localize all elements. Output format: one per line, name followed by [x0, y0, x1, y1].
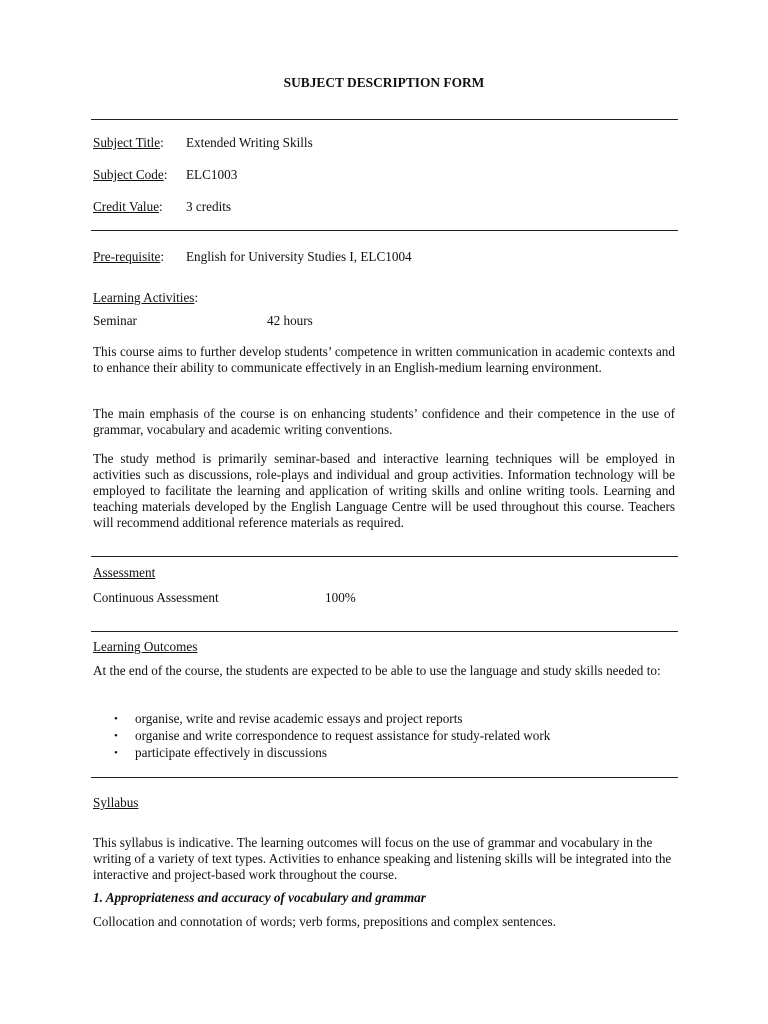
divider	[91, 119, 678, 120]
bullet-icon: •	[114, 730, 118, 742]
list-item: • organise, write and revise academic essays and project reports	[114, 711, 463, 726]
subject-code-value: ELC1003	[186, 167, 238, 182]
prerequisite-value: English for University Studies I, ELC1004	[186, 249, 412, 264]
list-item: • organise and write correspondence to request assistance for study-related work	[114, 728, 551, 743]
syllabus-intro: This syllabus is indicative. The learning outcomes will focus on the use of grammar and vocabulary in the writing of a variety of text types. Activities to enhance speaking and listening skills will be integrated into the interactive and project-based work throughout the course.	[93, 835, 672, 882]
divider	[91, 777, 678, 778]
subject-code-label: Subject Code	[93, 167, 164, 182]
subject-title-row: Subject Title:	[93, 135, 164, 150]
credit-value-value: 3 credits	[186, 199, 232, 214]
bullet-icon: •	[114, 747, 118, 759]
list-item: • participate effectively in discussions	[114, 745, 328, 760]
assessment-heading: Assessment	[93, 565, 156, 580]
subject-title-label: Subject Title	[93, 135, 161, 150]
learning-activities-heading: Learning Activities:	[93, 290, 199, 305]
study-method-paragraph: The study method is primarily seminar-based and interactive learning techniques will be employed in activities such as discussions, role-plays and individual and group activities. Information technology will be employed to facilitate the learning and application of writing skills and online writing tools. Learning and teaching materials developed by the English Language Centre will be used throughout this course. Teachers will recommend additional reference materials as required.	[93, 451, 675, 530]
assessment-item: Continuous Assessment	[93, 590, 219, 605]
learning-outcomes-list	[93, 711, 675, 762]
syllabus-heading: Syllabus	[93, 795, 139, 810]
divider	[91, 631, 678, 632]
credit-value-label: Credit Value	[93, 199, 160, 214]
subject-title-value: Extended Writing Skills	[186, 135, 313, 150]
prerequisite-row: Pre-requisite:	[93, 249, 165, 264]
bullet-icon: •	[114, 713, 118, 725]
learning-outcomes-heading: Learning Outcomes	[93, 639, 198, 654]
subject-code-row: Subject Code:	[93, 167, 168, 182]
credit-value-row: Credit Value:	[93, 199, 163, 214]
course-emphasis-paragraph: The main emphasis of the course is on enhancing students’ confidence and their competence in the use of grammar, vocabulary and academic writing conventions.	[93, 406, 675, 437]
syllabus-section-text: Collocation and connotation of words; verb forms, prepositions and complex sentences.	[93, 914, 556, 929]
learning-outcomes-intro: At the end of the course, the students are expected to be able to use the language and study skills needed to:	[93, 663, 661, 678]
activity-name: Seminar	[93, 313, 137, 328]
activity-hours: 42 hours	[267, 313, 313, 328]
divider	[91, 230, 678, 231]
course-aim-paragraph: This course aims to further develop students’ competence in written communication in academic contexts and to enhance their ability to communicate effectively in an English-medium learning environment.	[93, 344, 675, 375]
prerequisite-label: Pre-requisite	[93, 249, 161, 264]
assessment-weight: 100%	[325, 590, 356, 605]
divider	[91, 556, 678, 557]
syllabus-section-title: 1. Appropriateness and accuracy of vocabulary and grammar	[93, 890, 426, 905]
form-title: SUBJECT DESCRIPTION FORM	[283, 75, 485, 90]
